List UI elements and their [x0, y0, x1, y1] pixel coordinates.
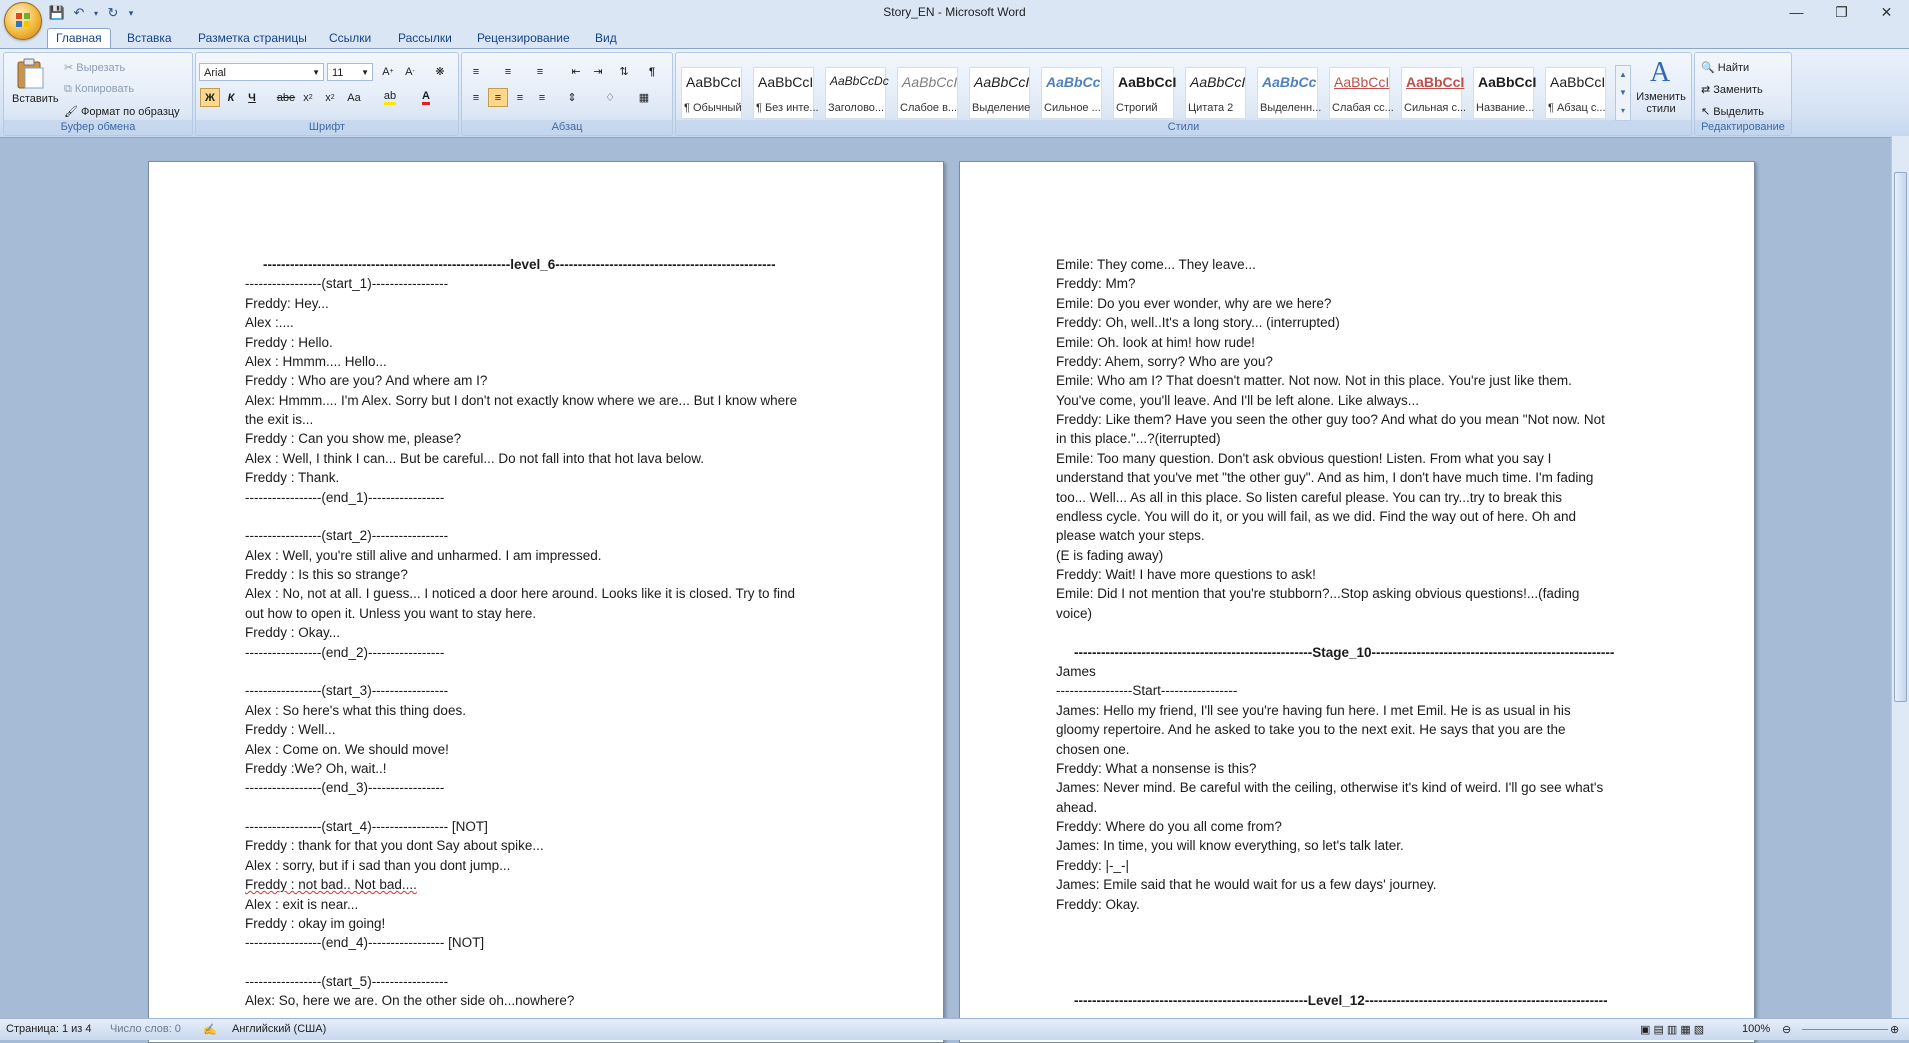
grow-font-icon[interactable]: A +: [382, 65, 394, 78]
change-styles-button[interactable]: [1634, 55, 1688, 119]
text-line[interactable]: Emile: They come... They leave...: [1056, 257, 1256, 272]
text-line[interactable]: in this place."...?(iterrupted): [1056, 431, 1221, 447]
style-name: Заголово...: [828, 102, 885, 114]
style-item[interactable]: [1257, 67, 1322, 119]
tab-home[interactable]: Главная: [47, 28, 111, 49]
text-line[interactable]: ahead.: [1056, 799, 1098, 815]
bullets-icon[interactable]: ≡: [472, 65, 480, 78]
text-line[interactable]: (E is fading away): [1056, 547, 1164, 563]
window-title: Story_EN - Microsoft Word: [883, 5, 1026, 19]
cut-label: Вырезать: [76, 62, 126, 74]
font-color-icon[interactable]: A: [416, 88, 436, 107]
numbering-icon[interactable]: ≡: [504, 65, 512, 78]
format-painter-button[interactable]: 🖌 Формат по образцу: [64, 106, 180, 118]
select-icon: ↖: [1701, 106, 1711, 118]
zoom-out-icon[interactable]: ⊖: [1782, 1024, 1792, 1036]
style-sample: AaBbCcDc: [830, 74, 889, 88]
redo-icon[interactable]: ↻: [107, 5, 119, 20]
multilevel-list-icon[interactable]: ≡: [536, 65, 544, 78]
text-line[interactable]: -----------------------------------------------------Stage_10------------------------------------------------------: [1074, 644, 1615, 660]
select-label: Выделить: [1713, 106, 1765, 118]
decrease-indent-icon[interactable]: ⇤: [571, 66, 581, 78]
style-sample: AaBbCcI: [974, 74, 1030, 90]
zoom-level[interactable]: 100%: [1742, 1023, 1771, 1035]
increase-indent-icon[interactable]: ⇥: [593, 66, 603, 78]
scrollbar-thumb[interactable]: [1894, 172, 1907, 702]
select-button[interactable]: [1701, 105, 1764, 118]
line-spacing-icon[interactable]: ⇕: [567, 92, 577, 104]
page-2[interactable]: [959, 161, 1755, 1043]
text-line[interactable]: -----------------(end_3)-----------------: [245, 780, 445, 796]
style-sample: AaBbCcI: [1190, 74, 1246, 90]
text-line[interactable]: Emile: Oh. look at him! how rude!: [1056, 334, 1255, 350]
close-button[interactable]: ✕: [1880, 3, 1893, 20]
font-size-combo[interactable]: [327, 63, 373, 81]
clipboard-group-title: Буфер обмена: [4, 120, 192, 135]
view-buttons[interactable]: ▣ ▤ ▥ ▦ ▧: [1640, 1024, 1705, 1036]
text-line[interactable]: James: In time, you will know everything, so let's talk later.: [1056, 838, 1404, 854]
text-line[interactable]: -----------------(start_2)-----------------: [245, 528, 449, 544]
justify-icon[interactable]: ≡: [538, 91, 546, 104]
text-line[interactable]: gloomy repertoire. And he asked to take you to the next exit. He says that you are the: [1056, 722, 1566, 738]
vertical-scrollbar[interactable]: [1891, 136, 1909, 1018]
style-sample: AaBbCcI: [1550, 74, 1606, 90]
text-line[interactable]: Freddy :We? Oh, wait..!: [245, 760, 387, 776]
tab-view[interactable]: Вид: [595, 31, 617, 45]
bold-icon[interactable]: Ж: [200, 88, 220, 107]
replace-button[interactable]: [1701, 83, 1763, 96]
text-line[interactable]: the exit is...: [245, 412, 314, 428]
text-line[interactable]: Freddy : Well...: [245, 722, 336, 738]
text-line[interactable]: Emile: Who am I? That doesn't matter. Not now. Not in this place. You're just like them.: [1056, 373, 1572, 389]
text-line[interactable]: ----------------------------------------------------Level_12------------------------------------------------------: [1074, 993, 1608, 1009]
style-name: Выделенн...: [1260, 102, 1322, 114]
style-item[interactable]: [1041, 67, 1102, 119]
style-name: ¶ Абзац с...: [1548, 102, 1606, 114]
text-line[interactable]: -----------------(start_1)-----------------: [245, 276, 449, 292]
status-bar: [0, 1018, 1909, 1040]
text-line[interactable]: too... Well... As all in this place. So listen careful please. You can try...try to break this: [1056, 489, 1563, 505]
style-item[interactable]: [897, 67, 958, 119]
text-line[interactable]: Freddy : Can you show me, please?: [245, 431, 462, 447]
align-right-icon[interactable]: ≡: [516, 91, 524, 104]
text-line[interactable]: Freddy : okay im going!: [245, 915, 386, 931]
text-line[interactable]: Alex : sorry, but if i sad than you dont jump...: [245, 857, 511, 873]
zoom-slider[interactable]: [1802, 1029, 1888, 1030]
text-line[interactable]: Freddy : Thank.: [245, 470, 340, 486]
text-line[interactable]: -----------------(start_5)-----------------: [245, 974, 449, 990]
underline-icon[interactable]: Ч: [248, 91, 256, 104]
style-name: Слабое в...: [900, 102, 958, 114]
text-line[interactable]: Freddy: |-_-|: [1056, 857, 1130, 873]
style-sample: AaBbCcI: [1334, 74, 1390, 90]
clipboard-icon: [15, 57, 45, 89]
text-line[interactable]: Freddy: Where do you all come from?: [1056, 819, 1282, 835]
replace-icon: ⇄: [1701, 84, 1711, 96]
style-item[interactable]: [1545, 67, 1606, 119]
text-line[interactable]: Alex : So here's what this thing does.: [245, 702, 466, 718]
language[interactable]: Английский (США): [232, 1023, 327, 1035]
word-count[interactable]: Число слов: 0: [110, 1023, 181, 1035]
text-line[interactable]: Freddy: Oh, well..It's a long story... (interrupted): [1056, 315, 1340, 331]
paste-button[interactable]: [7, 55, 59, 115]
shrink-font-icon[interactable]: A -: [405, 65, 415, 78]
copy-button[interactable]: ⧉ Копировать: [64, 83, 135, 95]
style-sample: AaBbCcI: [1478, 74, 1537, 90]
style-name: Сильное ...: [1044, 102, 1101, 114]
subscript-icon[interactable]: x 2: [303, 91, 313, 104]
tab-insert[interactable]: Вставка: [127, 31, 172, 45]
ribbon: [0, 48, 1909, 138]
italic-icon[interactable]: К: [227, 91, 235, 104]
text-line[interactable]: James: Never mind. Be careful with the ceiling, otherwise it's kind of weird. I'll go see what's: [1056, 780, 1604, 796]
style-sample: AaBbCc: [1046, 74, 1101, 90]
text-line[interactable]: James: Hello my friend, I'll see you're having fun here. I met Emil. He is as usual in his: [1056, 702, 1571, 718]
text-line[interactable]: James: [1056, 663, 1096, 679]
text-line[interactable]: Alex : No, not at all. I guess... I noticed a door here around. Looks like it is closed. Try to find: [245, 586, 796, 602]
text-line[interactable]: Alex: So, here we are. On the other side oh...nowhere?: [245, 993, 575, 1009]
style-item[interactable]: [825, 67, 889, 119]
binoculars-icon: 🔍: [1701, 62, 1715, 74]
style-sample: AaBbCcI: [902, 74, 958, 90]
clear-formatting-icon[interactable]: ❋: [435, 66, 445, 78]
restore-button[interactable]: ❐: [1835, 3, 1848, 20]
change-styles-icon: A: [1650, 57, 1671, 88]
text-line[interactable]: Emile: Do you ever wonder, why are we here?: [1056, 295, 1332, 311]
change-case-icon[interactable]: Aa: [347, 91, 361, 104]
text-line[interactable]: Alex: Hmmm.... I'm Alex. Sorry but I don't not exactly know where we are... But I know where: [245, 392, 798, 408]
text-line[interactable]: Alex : Well, you're still alive and unharmed. I am impressed.: [245, 547, 602, 563]
style-name: Выделение: [972, 102, 1031, 114]
text-line[interactable]: James: Emile said that he would wait for us a few days' journey.: [1056, 877, 1437, 893]
style-sample: AaBbCcI: [686, 74, 742, 90]
title-bar: [0, 0, 1909, 25]
zoom-in-icon[interactable]: ⊕: [1890, 1024, 1900, 1036]
text-line[interactable]: -----------------(end_4)----------------- [NOT]: [245, 935, 485, 951]
style-sample: AaBbCcI: [758, 74, 814, 90]
align-center-icon[interactable]: ≡: [488, 88, 508, 107]
editing-group: [1694, 52, 1792, 136]
style-item[interactable]: [1329, 67, 1394, 119]
style-sample: AaBbCcI: [1118, 74, 1177, 90]
tab-mailings[interactable]: Рассылки: [398, 31, 452, 45]
undo-icon[interactable]: ↶: [73, 5, 85, 20]
ribbon-tabs: [0, 25, 1909, 48]
style-item[interactable]: [1473, 67, 1537, 119]
style-name: ¶ Обычный: [684, 102, 742, 114]
page-count[interactable]: Страница: 1 из 4: [6, 1023, 92, 1035]
proofing-icon[interactable]: ✍: [203, 1024, 217, 1036]
style-item[interactable]: [969, 67, 1030, 119]
chevron-down-icon: ▼: [312, 68, 320, 77]
borders-icon[interactable]: ▦: [638, 92, 650, 104]
text-line[interactable]: Alex : exit is near...: [245, 896, 359, 912]
text-line[interactable]: Alex :....: [245, 315, 294, 331]
copy-label: Копировать: [74, 83, 135, 95]
text-line[interactable]: Emile: Did I not mention that you're stubborn?...Stop asking obvious questions!...(fading: [1056, 586, 1580, 602]
text-line[interactable]: You've come, you'll leave. And I'll be left alone. Like always...: [1056, 392, 1419, 408]
text-line[interactable]: -----------------(end_2)-----------------: [245, 644, 445, 660]
text-line[interactable]: -------------------------------------------------------level_6-------------------------------------------------: [263, 257, 776, 272]
show-marks-icon[interactable]: ¶: [648, 65, 656, 78]
format-painter-label: Формат по образцу: [81, 106, 180, 118]
text-line[interactable]: Freddy: Like them? Have you seen the other guy too? And what do you mean "Not now. Not: [1056, 412, 1605, 428]
undo-dropdown-icon[interactable]: ▾: [93, 8, 98, 18]
text-line[interactable]: Alex : Come on. We should move!: [245, 741, 449, 757]
style-name: ¶ Без инте...: [756, 102, 819, 114]
text-line[interactable]: please watch your steps.: [1056, 528, 1205, 544]
text-line[interactable]: Freddy: Okay.: [1056, 896, 1140, 912]
find-label: Найти: [1717, 62, 1750, 74]
font-name-value: Arial: [204, 67, 227, 79]
font-group: [195, 52, 459, 136]
text-line[interactable]: Freddy : Who are you? And where am I?: [245, 373, 488, 389]
shading-icon[interactable]: ♢: [605, 92, 615, 104]
text-line[interactable]: endless cycle. You will do it, or you will fail, as we did. Find the way out of here. Oh and: [1056, 508, 1577, 524]
style-name: Название...: [1476, 102, 1535, 114]
page-1[interactable]: [148, 161, 944, 1043]
superscript-icon[interactable]: x 2: [325, 91, 335, 104]
highlight-icon[interactable]: ab: [380, 88, 400, 107]
paragraph-group: [461, 52, 673, 136]
office-logo-icon: [15, 12, 31, 28]
find-button[interactable]: [1701, 61, 1749, 74]
style-item[interactable]: [753, 67, 819, 119]
text-line[interactable]: -----------------(end_1)-----------------: [245, 489, 445, 505]
styles-group: [675, 52, 1692, 136]
style-sample: AaBbCc: [1262, 74, 1317, 90]
text-line[interactable]: understand that you've met "the other guy". And as him, I don't have much time. I'm fading: [1056, 470, 1594, 486]
style-sample: AaBbCcI: [1406, 74, 1465, 90]
style-item[interactable]: [1185, 67, 1246, 119]
style-name: Строгий: [1116, 102, 1158, 114]
style-item[interactable]: [1113, 67, 1177, 119]
text-line[interactable]: -----------------Start-----------------: [1056, 683, 1238, 699]
style-item[interactable]: [1401, 67, 1467, 119]
styles-scroll[interactable]: ▲ ▼ ▾: [1615, 65, 1631, 121]
font-size-value: 11: [332, 67, 344, 79]
text-line[interactable]: voice): [1056, 605, 1093, 621]
text-line[interactable]: -----------------(start_4)----------------- [NOT]: [245, 819, 488, 835]
style-item[interactable]: [681, 67, 742, 119]
text-line[interactable]: chosen one.: [1056, 741, 1130, 757]
text-line[interactable]: Alex : Well, I think I can... But be careful... Do not fall into that hot lava below.: [245, 450, 704, 466]
clipboard-group: [3, 52, 193, 136]
text-line[interactable]: Freddy : Okay...: [245, 625, 341, 641]
office-button[interactable]: [4, 2, 42, 40]
text-line[interactable]: Freddy : Hello.: [245, 334, 333, 350]
align-left-icon[interactable]: ≡: [472, 91, 480, 104]
tab-page-layout[interactable]: Разметка страницы: [198, 31, 307, 45]
text-line[interactable]: Freddy: Hey...: [245, 295, 329, 311]
text-line[interactable]: Alex : Hmmm.... Hello...: [245, 353, 387, 369]
customize-toolbar-icon[interactable]: ▾: [128, 7, 134, 18]
text-line[interactable]: Freddy : Is this so strange?: [245, 567, 408, 583]
paste-label: Вставить: [12, 93, 59, 105]
text-line[interactable]: Freddy : not bad.. Not bad....: [245, 877, 417, 893]
text-line[interactable]: Freddy: Ahem, sorry? Who are you?: [1056, 353, 1273, 369]
window-controls: [1774, 0, 1909, 24]
paragraph-group-title: Абзац: [462, 120, 672, 135]
style-name: Сильная с...: [1404, 102, 1467, 114]
font-name-combo[interactable]: [199, 63, 324, 81]
styles-group-title: Стили: [676, 120, 1691, 135]
change-styles-label: Изменить стили: [1636, 91, 1686, 115]
text-line[interactable]: Freddy : thank for that you dont Say about spike...: [245, 838, 544, 854]
strikethrough-icon[interactable]: abe: [276, 91, 296, 104]
text-line[interactable]: Emile: Too many question. Don't ask obvious question! Listen. From what you say I: [1056, 450, 1552, 466]
editing-group-title: Редактирование: [1695, 120, 1791, 135]
text-line[interactable]: Freddy: Mm?: [1056, 276, 1136, 292]
replace-label: Заменить: [1713, 84, 1763, 96]
text-line[interactable]: out how to open it. Unless you want to stay here.: [245, 605, 537, 621]
chevron-down-icon: ▼: [361, 68, 369, 77]
style-name: Цитата 2: [1188, 102, 1234, 114]
quick-access-toolbar: [48, 3, 136, 23]
cut-button[interactable]: ✂ Вырезать: [64, 62, 126, 74]
minimize-button[interactable]: —: [1789, 4, 1804, 20]
font-group-title: Шрифт: [196, 120, 458, 135]
sort-icon[interactable]: ⇅: [619, 66, 629, 78]
text-line[interactable]: Freddy: Wait! I have more questions to ask!: [1056, 567, 1316, 583]
text-line[interactable]: Freddy: What a nonsense is this?: [1056, 760, 1257, 776]
tab-review[interactable]: Рецензирование: [477, 31, 570, 45]
text-line[interactable]: -----------------(start_3)-----------------: [245, 683, 449, 699]
tab-references[interactable]: Ссылки: [329, 31, 372, 45]
style-name: Слабая сс...: [1332, 102, 1394, 114]
save-icon[interactable]: 💾: [48, 5, 66, 20]
